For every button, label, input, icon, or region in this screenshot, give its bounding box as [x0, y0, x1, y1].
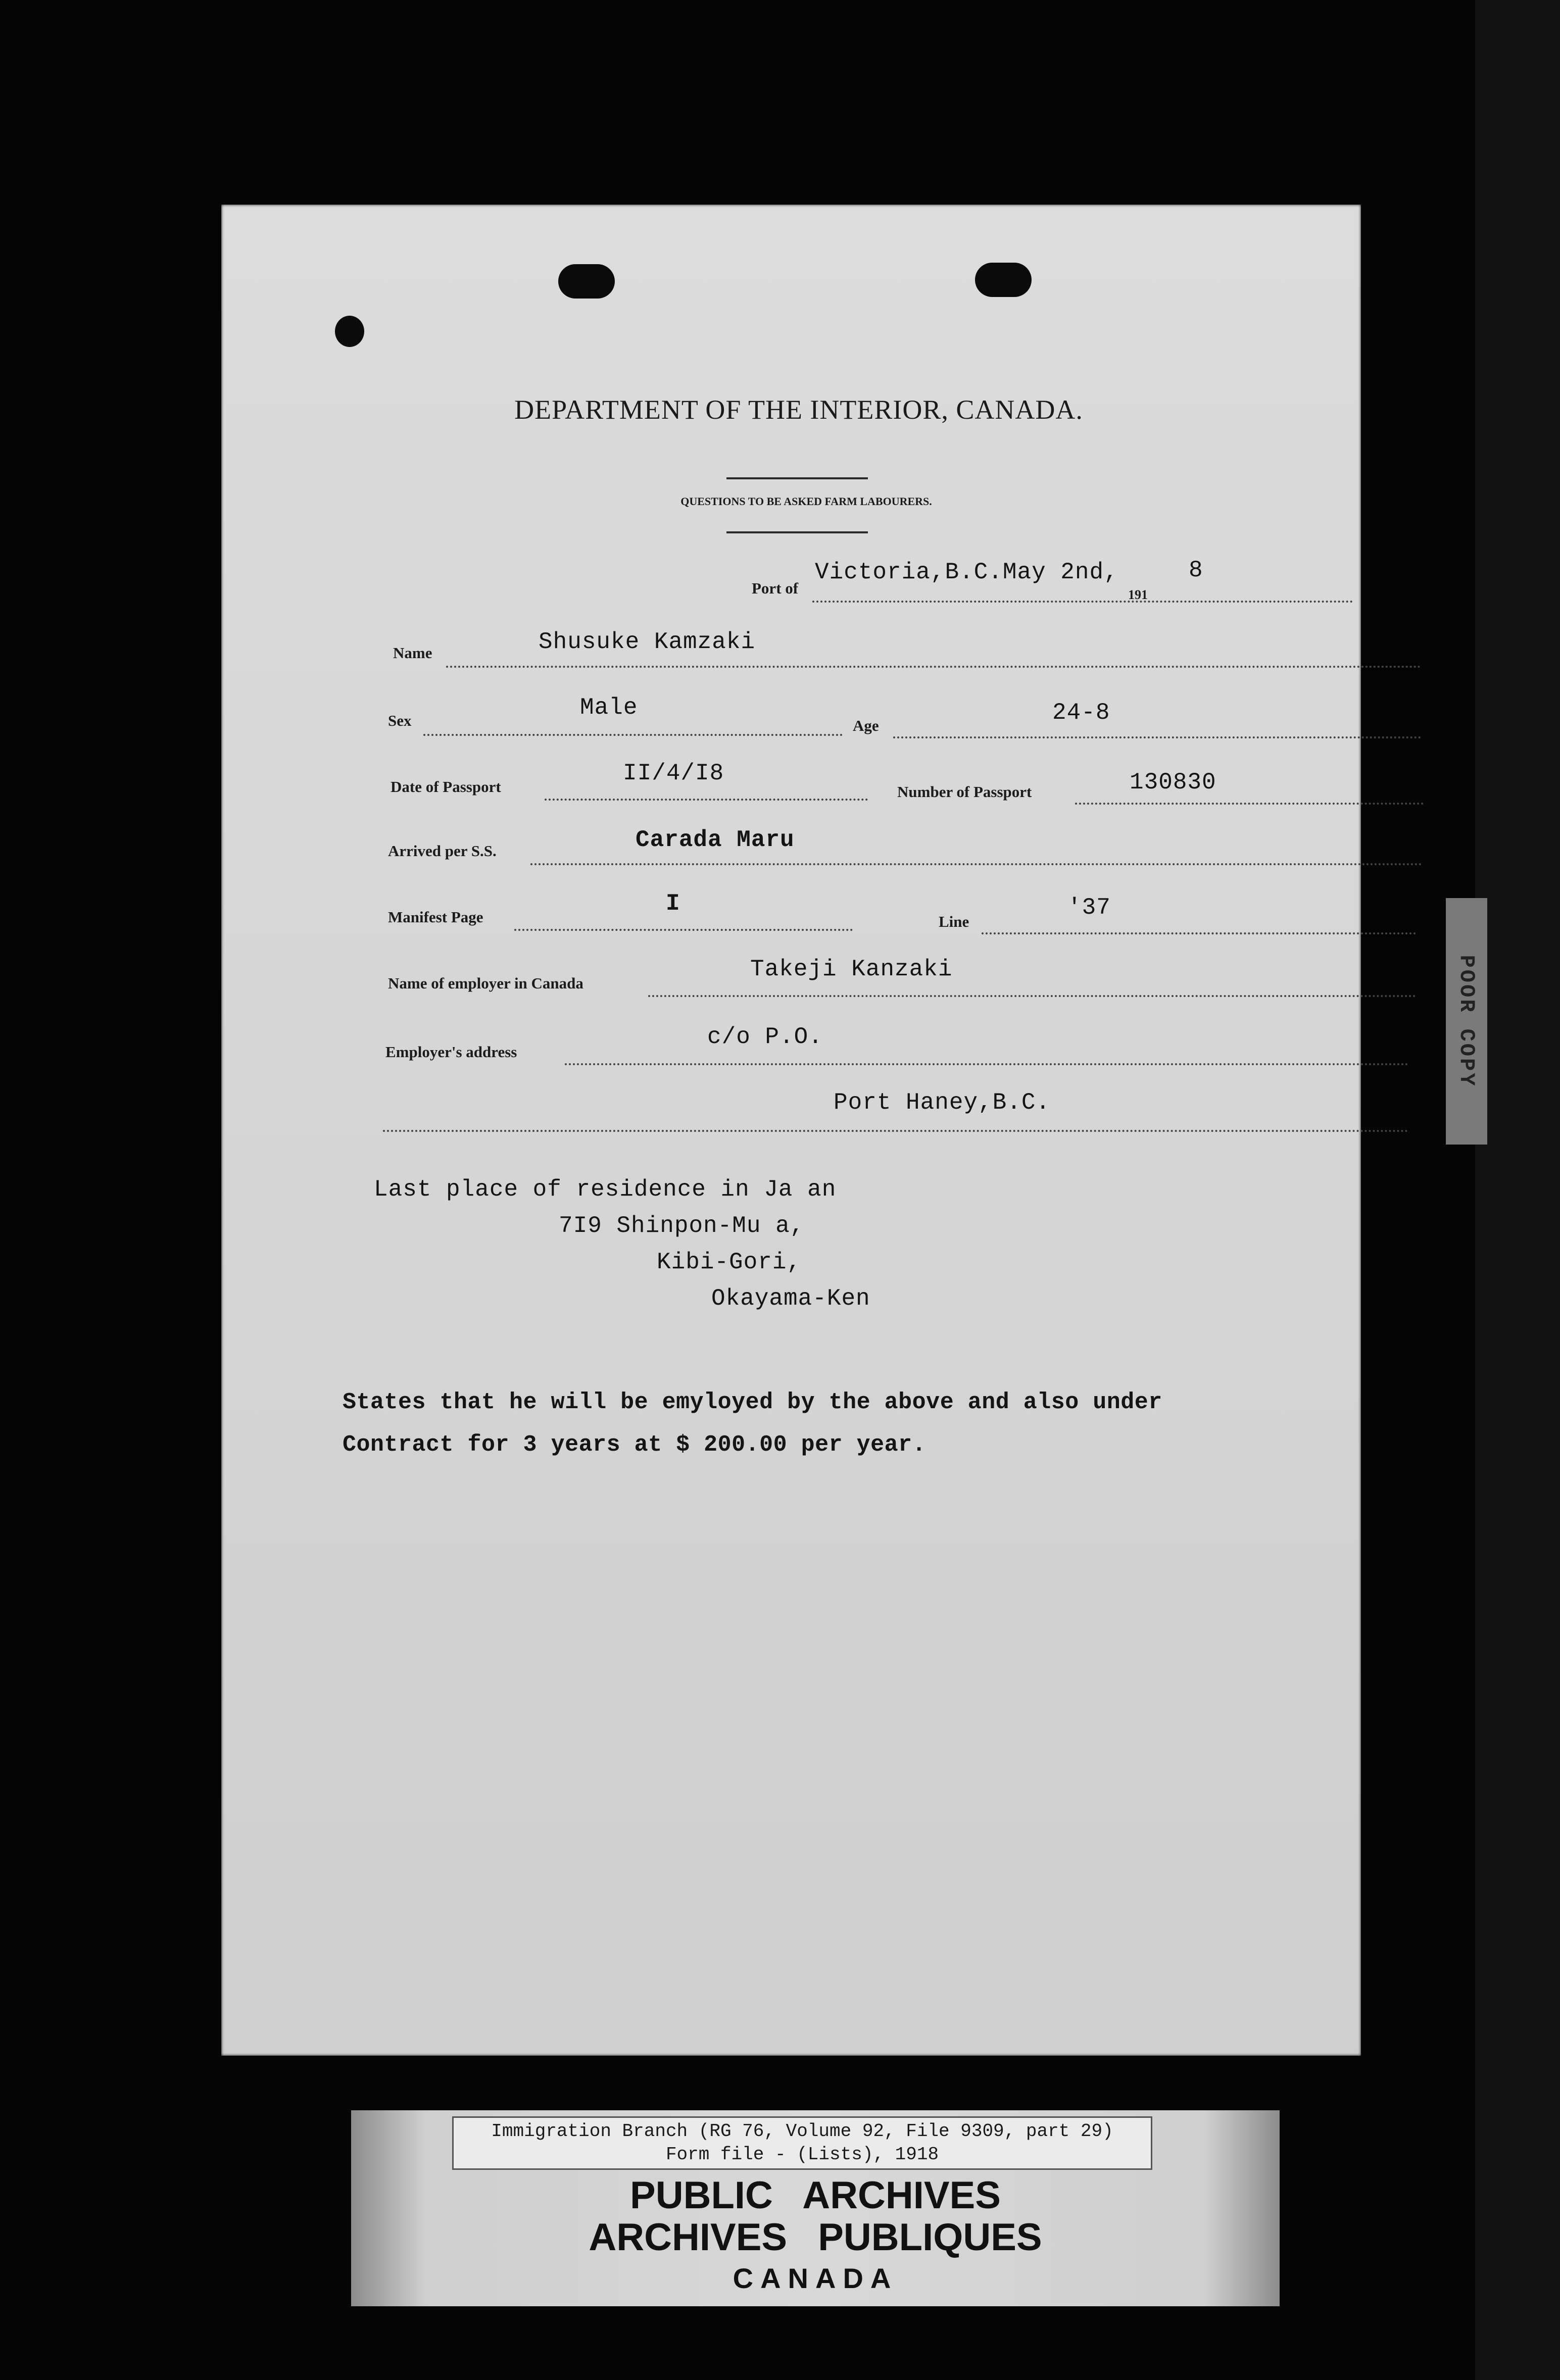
employer-name-value: Takeji Kanzaki: [750, 956, 953, 982]
name-value: Shusuke Kamzaki: [539, 629, 756, 655]
manifest-page-value: I: [666, 890, 680, 917]
film-border: [1475, 0, 1560, 2380]
port-label: Port of: [752, 579, 799, 597]
date-of-passport-line: [545, 799, 868, 801]
line-label: Line: [939, 913, 969, 930]
number-of-passport-line: [1075, 803, 1424, 805]
sex-value: Male: [580, 695, 638, 721]
employer-address-label: Employer's address: [385, 1043, 517, 1061]
employer-address-value-2: Port Haney,B.C.: [834, 1089, 1051, 1116]
binder-hole-right: [975, 263, 1032, 297]
age-value: 24-8: [1052, 700, 1110, 726]
archive-country: CANADA: [733, 2262, 898, 2294]
poor-copy-text: POOR COPY: [1454, 955, 1479, 1088]
employer-address-line-1: [565, 1063, 1408, 1065]
employer-address-value-1: c/o P.O.: [707, 1024, 823, 1050]
punch-hole: [335, 316, 364, 347]
year-digit-value: 8: [1189, 557, 1203, 583]
binder-hole-left: [558, 264, 615, 299]
employer-name-line: [648, 995, 1416, 997]
arrived-per-label: Arrived per S.S.: [388, 842, 497, 860]
arrived-per-value: Carada Maru: [636, 827, 795, 853]
sex-line: [423, 734, 843, 736]
manifest-page-label: Manifest Page: [388, 908, 483, 926]
employer-name-label: Name of employer in Canada: [388, 974, 583, 992]
number-of-passport-value: 130830: [1130, 769, 1216, 796]
statement-line-1: States that he will be emyloyed by the above and also under: [343, 1390, 1162, 1415]
archive-stamp: [351, 2110, 1280, 2306]
archive-title-french: ARCHIVES PUBLIQUES: [589, 2216, 1042, 2259]
number-of-passport-label: Number of Passport: [897, 783, 1032, 801]
arrived-per-line: [530, 863, 1422, 865]
archive-reference-line-2: Form file - (Lists), 1918: [665, 2144, 939, 2165]
department-heading: DEPARTMENT OF THE INTERIOR, CANADA.: [514, 394, 1083, 425]
residence-line-2: Kibi-Gori,: [657, 1249, 802, 1275]
form-subtitle: QUESTIONS TO BE ASKED FARM LABOURERS.: [680, 495, 932, 508]
heading-rule-bottom: [726, 531, 868, 533]
residence-heading: Last place of residence in Ja an: [374, 1176, 837, 1203]
age-line: [893, 736, 1421, 738]
manifest-page-line: [514, 929, 853, 931]
form-document: [221, 205, 1361, 2056]
residence-line-1: 7I9 Shinpon-Mu a,: [559, 1213, 805, 1239]
archive-title-english: PUBLIC ARCHIVES: [630, 2174, 1001, 2217]
poor-copy-tab: [1446, 898, 1487, 1145]
residence-line-3: Okayama-Ken: [711, 1285, 870, 1312]
archive-reference-label: [452, 2116, 1152, 2170]
port-line: [812, 601, 1353, 603]
line-line: [982, 932, 1416, 934]
statement-line-2: Contract for 3 years at $ 200.00 per year.: [343, 1432, 927, 1458]
sex-label: Sex: [388, 712, 412, 729]
line-value: '37: [1067, 895, 1111, 921]
heading-rule-top: [726, 477, 868, 479]
date-of-passport-value: II/4/I8: [623, 760, 724, 786]
year-prefix-label: 191: [1128, 587, 1148, 602]
archive-reference-line-1: Immigration Branch (RG 76, Volume 92, File 9309, part 29): [491, 2121, 1113, 2142]
date-of-passport-label: Date of Passport: [391, 778, 501, 796]
name-label: Name: [393, 644, 432, 662]
employer-address-line-2: [383, 1130, 1408, 1132]
age-label: Age: [853, 717, 879, 734]
name-line: [446, 666, 1421, 668]
port-value: Victoria,B.C.May 2nd,: [815, 559, 1118, 585]
